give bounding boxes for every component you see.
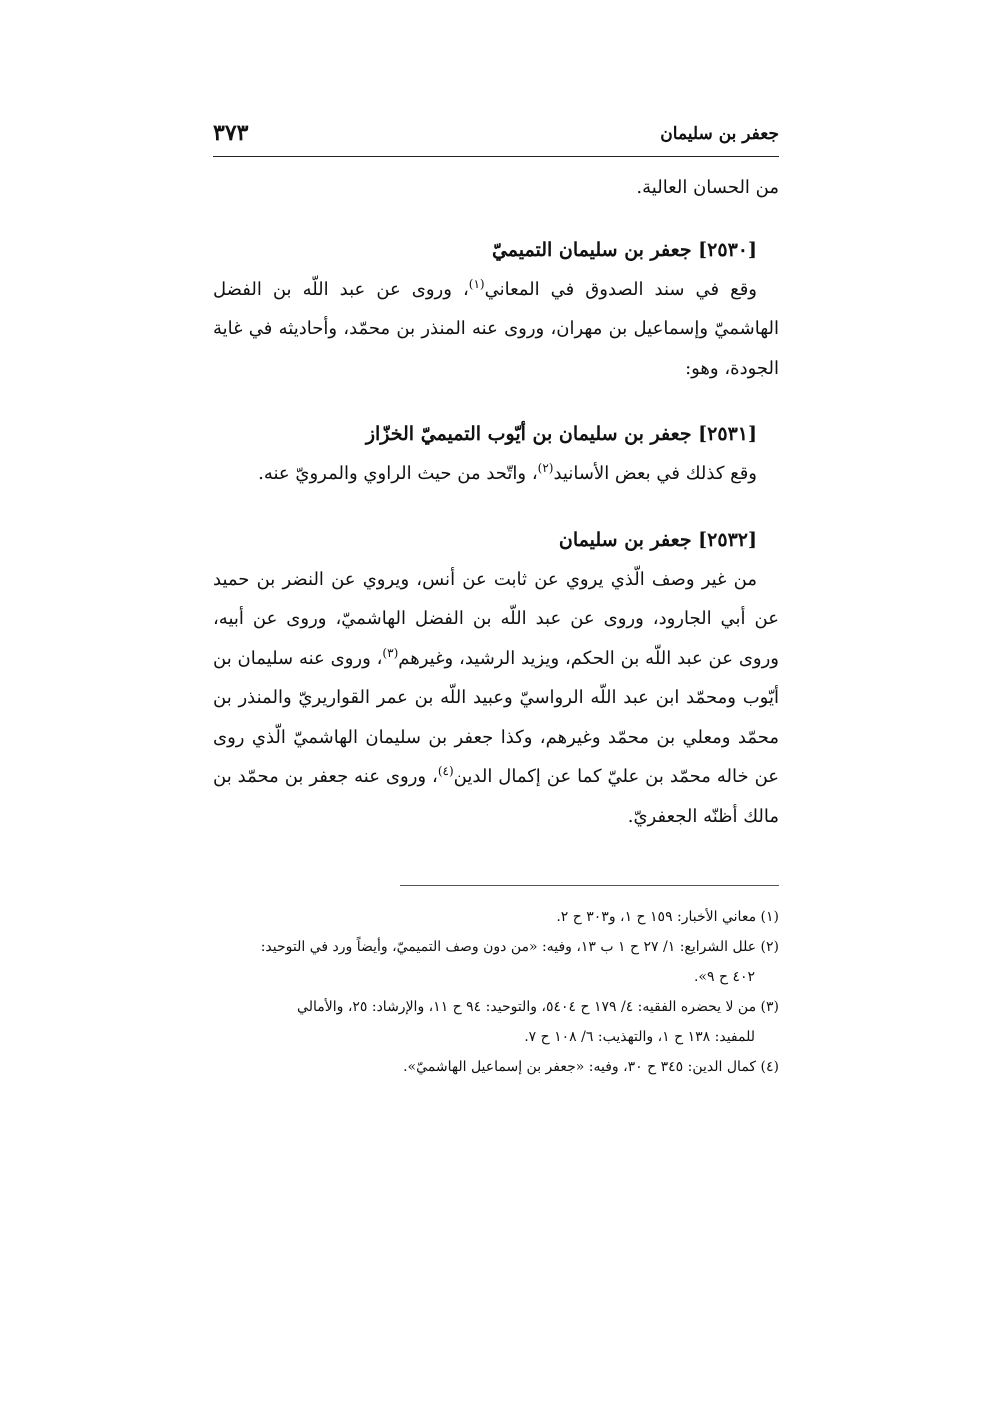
footnote-ref[interactable]: (١): [468, 276, 485, 291]
footnote-ref[interactable]: (٤): [437, 764, 454, 778]
entry-heading: [٢٥٣٠] جعفر بن سليمان التميميّ: [491, 238, 757, 261]
entry-2532: [213, 520, 779, 837]
footnotes: [213, 902, 779, 1082]
footnote-1: (١) معاني الأخبار: ١٥٩ ح ١، و٣٠٣ ح ٢.: [556, 909, 779, 925]
entry-text: ، وروى عن عبد اللّه بن الفضل الهاشميّ وإسماعيل بن مهران، وروى عنه المنذر بن محمّد، وأحاديثه في غاية الجودة، وهو:: [213, 278, 779, 379]
header-divider: [213, 156, 779, 157]
entry-heading: [٢٥٣١] جعفر بن سليمان بن أيّوب التميميّ الخزّاز: [365, 423, 757, 445]
intro-paragraph: من الحسان العالية.: [636, 177, 779, 198]
footnote-3: (٣) من لا يحضره الفقيه: ٤/ ١٧٩ ح ٥٤٠٤، والتوحيد: ٩٤ ح ١١، والإرشاد: ٢٥، والأمالي: [297, 999, 779, 1015]
footnote-ref[interactable]: (٣): [382, 645, 399, 660]
footnote-2: (٢) علل الشرايع: ١/ ٢٧ ح ١ ب ١٣، وفيه: «من دون وصف التميميّ، وأيضاً ورد في التوحيد:: [260, 939, 779, 955]
main-text: [213, 168, 779, 862]
entry-heading: [٢٥٣٢] جعفر بن سليمان: [558, 528, 757, 551]
entry-text: ، وروى عنه سليمان بن أيّوب ومحمّد ابن عبد اللّه الرواسيّ وعبيد اللّه بن عمر القواريريّ والمنذر بن محمّد ومعلي بن محمّد وغيرهم، وكذا جعفر بن سليمان الهاشميّ الّذي روى عن خاله محمّد بن عليّ كما عن إكمال الدين: [213, 647, 780, 787]
entry-paragraph: [213, 270, 779, 389]
entry-2531: [213, 414, 779, 494]
page-number: ٣٧٣: [213, 120, 249, 146]
footnote-2-continued: ٤٠٢ ح ٩».: [693, 969, 755, 985]
entry-text: من غير وصف الّذي يروي عن ثابت عن أنس، ويروي عن النضر بن حميد عن أبي الجارود، وروى عن عبد اللّه بن الفضل الهاشميّ، وروى عن أبيه، وروى عن عبد اللّه بن الحكم، ويزيد الرشيد، وغيرهم: [213, 568, 779, 669]
entry-paragraph: [213, 560, 779, 837]
footnote-ref[interactable]: (٢): [537, 461, 554, 475]
entry-text: ، وروى عنه جعفر بن محمّد بن مالك أظنّه الجعفريّ.: [213, 766, 779, 827]
footnote-3-continued: للمفيد: ١٣٨ ح ١، والتهذيب: ٦/ ١٠٨ ح ٧.: [524, 1029, 755, 1045]
entry-paragraph: [213, 454, 779, 494]
entry-text: وقع كذلك في بعض الأسانيد: [553, 463, 757, 484]
entry-text: وقع في سند الصدوق في المعاني: [484, 278, 757, 300]
entry-2530: [213, 230, 779, 389]
entry-text: ، واتّحد من حيث الراوي والمرويّ عنه.: [258, 463, 538, 484]
running-head: [213, 120, 779, 154]
footnote-divider: [400, 885, 779, 886]
running-head-title: جعفر بن سليمان: [660, 124, 779, 144]
footnote-4: (٤) كمال الدين: ٣٤٥ ح ٣٠، وفيه: «جعفر بن إسماعيل الهاشميّ».: [403, 1059, 779, 1075]
